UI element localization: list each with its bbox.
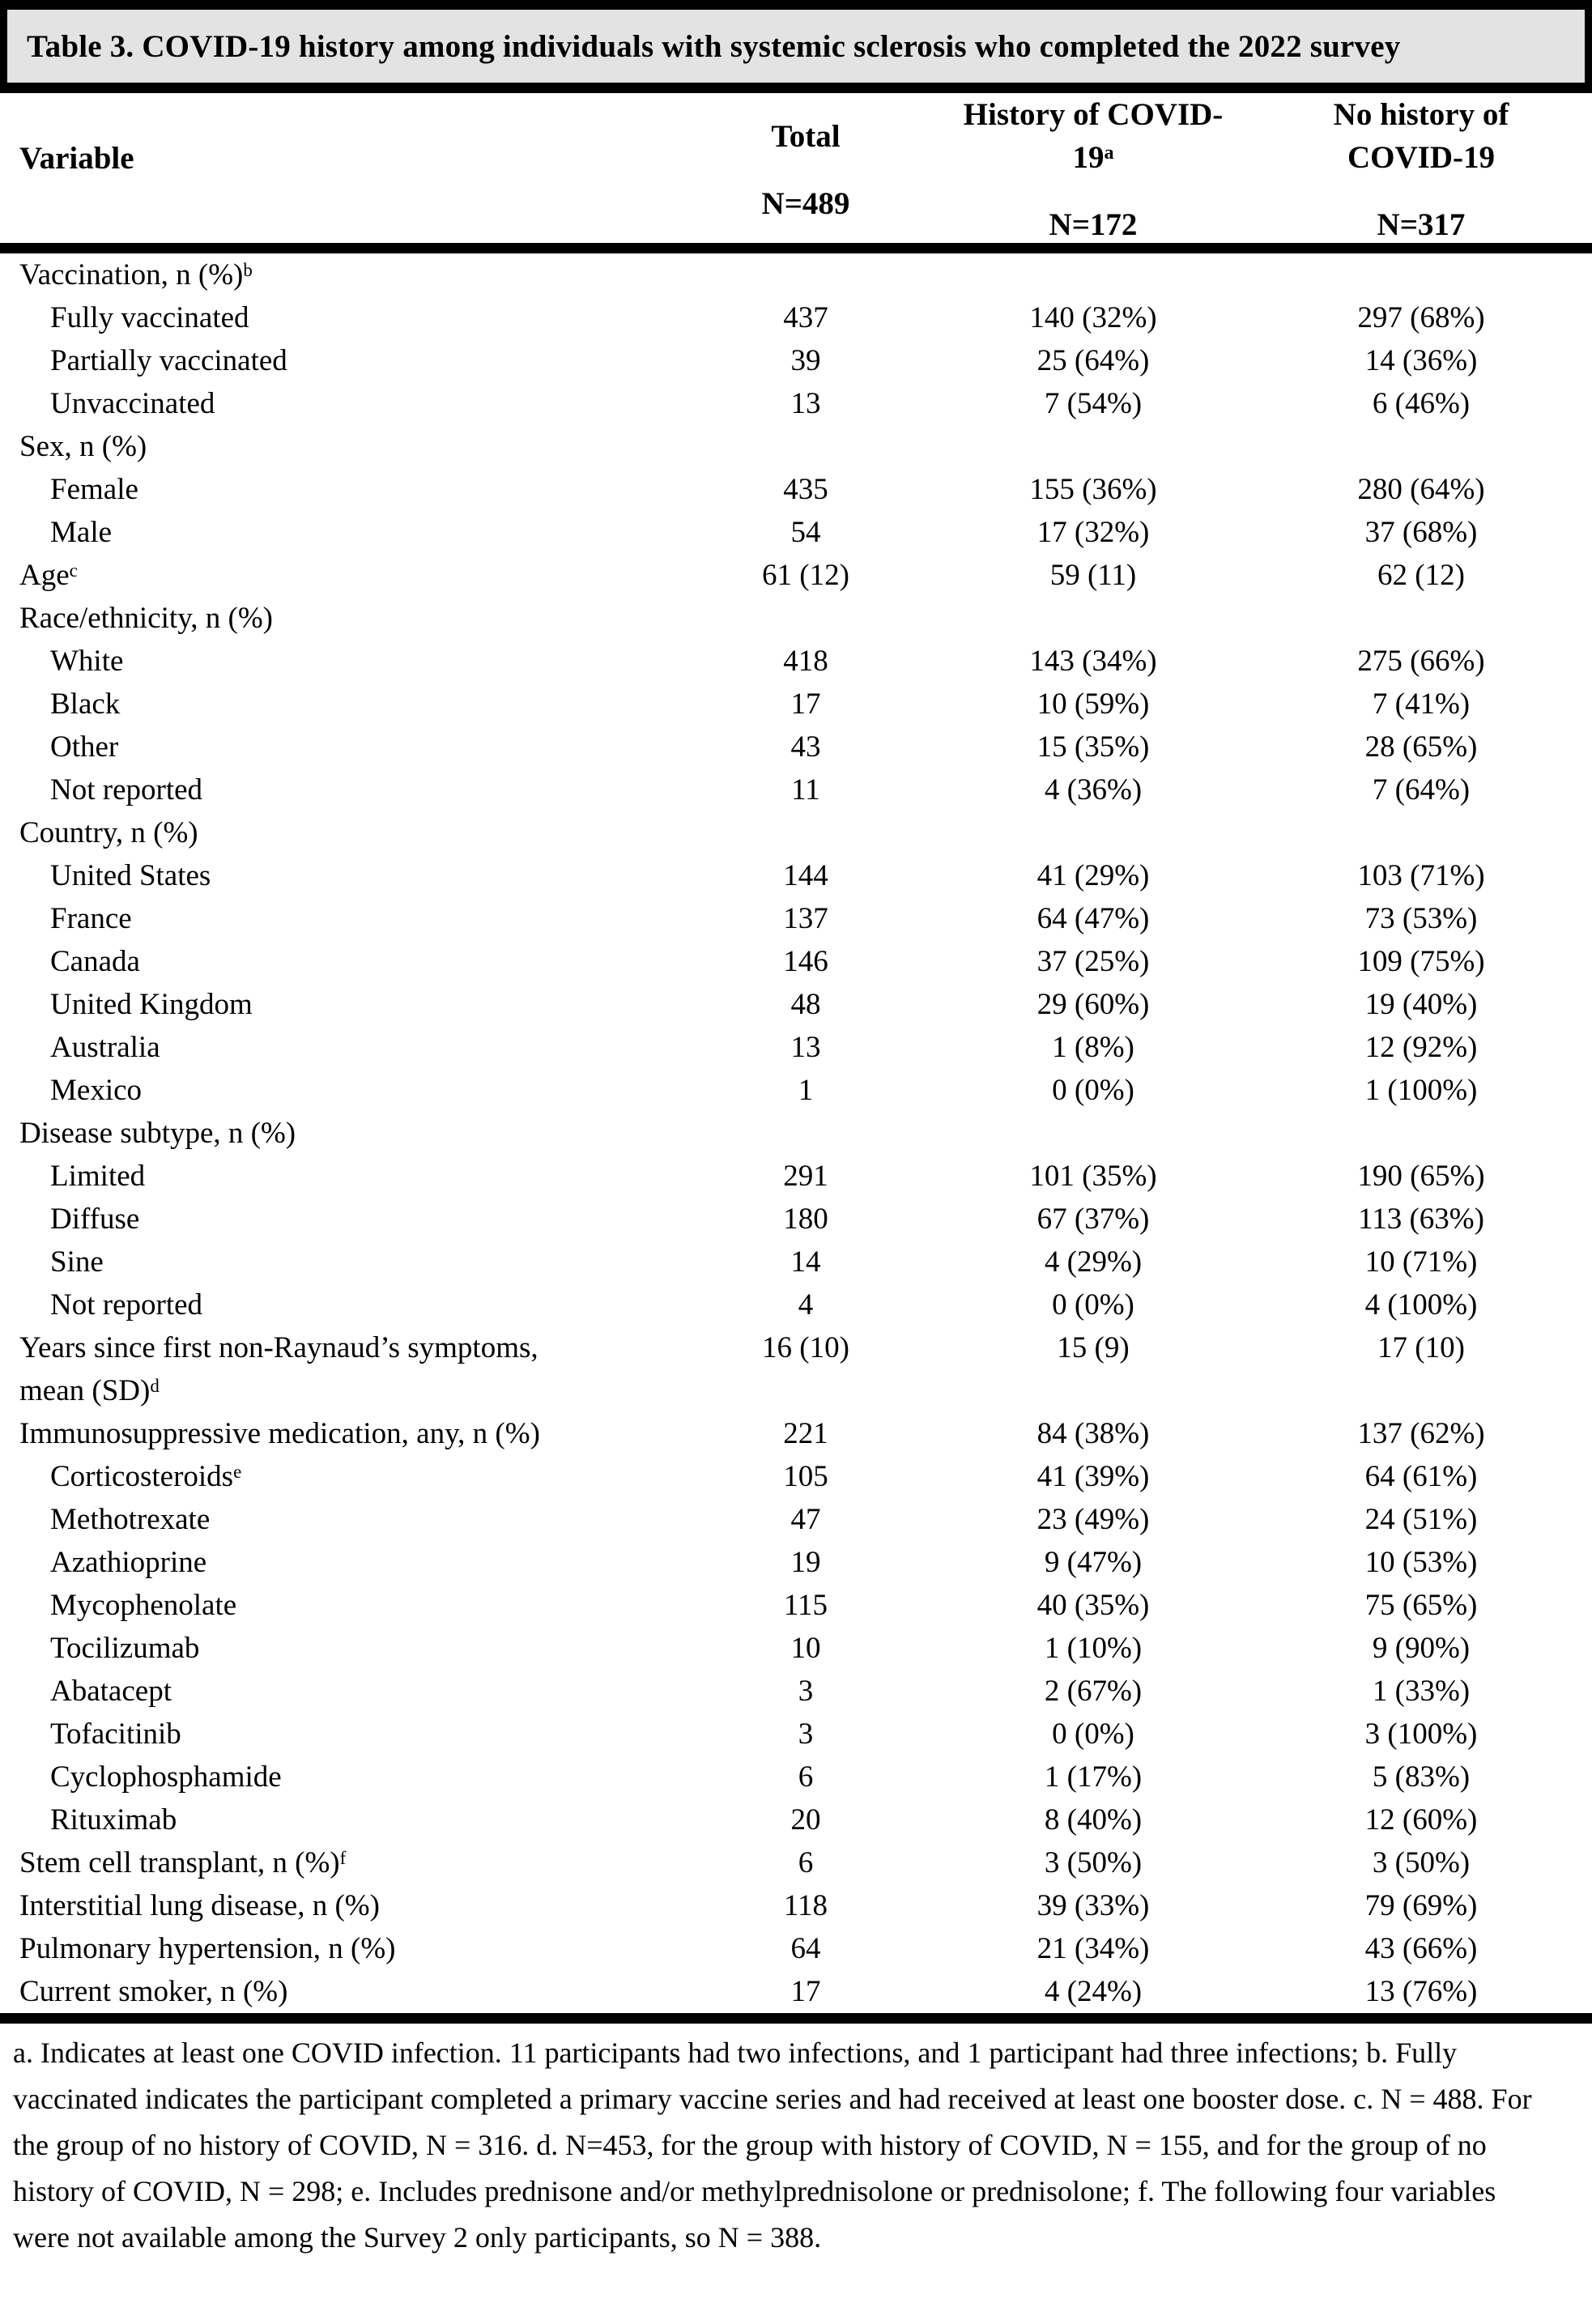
table-row xyxy=(0,1756,1592,1798)
row-value-no-history: 12 (60%) xyxy=(1364,1803,1478,1837)
row-value-history: 17 (32%) xyxy=(1037,516,1150,549)
row-label: France xyxy=(50,902,132,935)
table-row xyxy=(0,897,1592,940)
row-label: Australia xyxy=(50,1031,160,1064)
row-label: Tocilizumab xyxy=(50,1632,200,1665)
row-value-history: 21 (34%) xyxy=(1037,1932,1150,1965)
column-header-variable-label: Variable xyxy=(19,141,134,176)
table-row xyxy=(0,1283,1592,1326)
row-value-total: 61 (12) xyxy=(762,559,849,592)
row-label: Stem cell transplant, n (%)$^f$ xyxy=(19,1846,347,1879)
table-row xyxy=(0,1498,1592,1541)
table-row xyxy=(0,1670,1592,1713)
row-value-total: 54 xyxy=(790,516,821,549)
table-row xyxy=(0,768,1592,811)
row-value-no-history: 3 (50%) xyxy=(1372,1846,1471,1879)
row-value-no-history: 5 (83%) xyxy=(1372,1760,1471,1794)
row-value-no-history: 73 (53%) xyxy=(1364,902,1478,935)
table-row xyxy=(0,468,1592,511)
row-value-history: 15 (9) xyxy=(1057,1331,1130,1364)
table-row xyxy=(0,1455,1592,1498)
row-label: Black xyxy=(50,687,121,721)
row-value-no-history: 37 (68%) xyxy=(1364,516,1478,549)
row-value-no-history: 109 (75%) xyxy=(1357,945,1485,978)
row-value-no-history: 3 (100%) xyxy=(1364,1717,1478,1751)
row-label: Country, n (%) xyxy=(19,816,198,849)
row-value-no-history: 43 (66%) xyxy=(1364,1932,1478,1965)
row-label: Abatacept xyxy=(50,1675,172,1708)
row-value-history: 64 (47%) xyxy=(1037,902,1150,935)
table-row xyxy=(0,1541,1592,1584)
row-value-total: 13 xyxy=(790,1031,821,1064)
table-row xyxy=(0,1627,1592,1670)
row-value-history: 4 (29%) xyxy=(1044,1245,1143,1279)
row-label: Fully vaccinated xyxy=(50,301,249,334)
row-value-total: 137 xyxy=(783,902,828,935)
row-value-total: 48 xyxy=(790,988,821,1021)
row-value-total: 64 xyxy=(790,1932,821,1965)
row-value-total: 39 xyxy=(790,344,821,377)
table-header-row xyxy=(0,93,1592,243)
row-label: United Kingdom xyxy=(50,988,253,1021)
footnote-marker-c: c xyxy=(69,560,78,581)
row-value-total: 19 xyxy=(790,1546,821,1579)
row-value-history: 1 (17%) xyxy=(1044,1760,1143,1794)
row-value-no-history: 64 (61%) xyxy=(1364,1460,1478,1493)
row-label: Mexico xyxy=(50,1074,143,1107)
table-row xyxy=(0,597,1592,640)
row-value-total: 180 xyxy=(783,1202,828,1236)
row-value-total: 17 xyxy=(790,687,821,721)
footnote-marker-a: a xyxy=(1104,142,1114,164)
row-value-no-history: 137 (62%) xyxy=(1357,1417,1485,1450)
row-value-history: 84 (38%) xyxy=(1037,1417,1150,1450)
row-value-total: 14 xyxy=(790,1245,821,1279)
row-value-total: 437 xyxy=(783,301,828,334)
row-value-history: 143 (34%) xyxy=(1029,645,1157,678)
row-value-history: 0 (0%) xyxy=(1052,1288,1134,1322)
table-row xyxy=(0,811,1592,854)
row-value-no-history: 75 (65%) xyxy=(1364,1589,1478,1622)
row-value-no-history: 79 (69%) xyxy=(1364,1889,1478,1922)
row-label: Vaccination, n (%)$^b$ xyxy=(19,258,253,292)
row-value-total: 3 xyxy=(798,1717,814,1751)
row-label: Not reported xyxy=(50,1288,203,1322)
table-row xyxy=(0,425,1592,468)
row-value-history: 7 (54%) xyxy=(1044,387,1143,420)
row-value-history: 2 (67%) xyxy=(1044,1675,1143,1708)
row-value-history: 10 (59%) xyxy=(1037,687,1150,721)
row-label: Cyclophosphamide xyxy=(50,1760,282,1794)
column-header-no-history-line1: No history of xyxy=(1333,97,1509,132)
row-value-history: 0 (0%) xyxy=(1052,1074,1134,1107)
column-header-total-label: Total xyxy=(771,118,841,154)
row-label: Sex, n (%) xyxy=(19,430,147,463)
table-row xyxy=(0,382,1592,425)
table-row xyxy=(0,854,1592,897)
column-header-history-line1: History of COVID- xyxy=(963,97,1224,132)
row-label: Canada xyxy=(50,945,140,978)
row-label: Not reported xyxy=(50,773,203,807)
row-value-no-history: 6 (46%) xyxy=(1372,387,1471,420)
table-row xyxy=(0,1026,1592,1069)
row-value-history: 59 (11) xyxy=(1049,559,1137,592)
row-label: Tofacitinib xyxy=(50,1717,181,1751)
row-value-history: 9 (47%) xyxy=(1044,1546,1143,1579)
table-row xyxy=(0,1927,1592,1970)
row-label: White xyxy=(50,645,124,678)
row-value-history: 1 (8%) xyxy=(1052,1031,1134,1064)
row-value-no-history: 297 (68%) xyxy=(1357,301,1485,334)
table-row xyxy=(0,1884,1592,1927)
table-title: Table 3. COVID-19 history among individuals with systemic sclerosis who completed the 2022 survey xyxy=(27,28,1401,64)
row-value-history: 25 (64%) xyxy=(1037,344,1150,377)
column-header-history-line2: 19$^a$ xyxy=(1072,140,1114,175)
row-label: Mycophenolate xyxy=(50,1589,237,1622)
row-label: Limited xyxy=(50,1160,146,1193)
table-row xyxy=(0,1326,1592,1412)
row-label: Unvaccinated xyxy=(50,387,215,420)
row-value-total: 1 xyxy=(798,1074,814,1107)
row-label: Female xyxy=(50,473,138,506)
row-value-total: 43 xyxy=(790,730,821,764)
row-value-history: 40 (35%) xyxy=(1037,1589,1150,1622)
row-value-no-history: 280 (64%) xyxy=(1357,473,1485,506)
row-value-total: 17 xyxy=(790,1975,821,2008)
table-row xyxy=(0,683,1592,726)
row-value-total: 146 xyxy=(783,945,828,978)
table-title-bar xyxy=(0,10,1592,83)
table-body xyxy=(0,253,1592,2013)
row-label: Sine xyxy=(50,1245,104,1279)
row-value-no-history: 14 (36%) xyxy=(1364,344,1478,377)
footnote-marker-f: f xyxy=(339,1847,347,1868)
column-header-history xyxy=(903,93,1283,246)
row-label: Azathioprine xyxy=(50,1546,207,1579)
table-row xyxy=(0,1155,1592,1198)
row-value-history: 3 (50%) xyxy=(1044,1846,1143,1879)
table-row xyxy=(0,640,1592,683)
row-value-history: 0 (0%) xyxy=(1052,1717,1134,1751)
row-label: Immunosuppressive medication, any, n (%) xyxy=(19,1417,540,1450)
row-value-no-history: 24 (51%) xyxy=(1364,1503,1478,1536)
row-value-total: 3 xyxy=(798,1675,814,1708)
row-value-no-history: 28 (65%) xyxy=(1364,730,1478,764)
table-row xyxy=(0,940,1592,983)
footnote-marker-e: e xyxy=(233,1461,242,1482)
row-value-history: 37 (25%) xyxy=(1037,945,1150,978)
row-value-total: 6 xyxy=(798,1760,814,1794)
row-label: Corticosteroids$^e$ xyxy=(50,1460,242,1493)
row-value-history: 41 (39%) xyxy=(1037,1460,1150,1493)
row-value-no-history: 7 (64%) xyxy=(1372,773,1471,807)
row-value-total: 115 xyxy=(783,1589,828,1622)
table-row xyxy=(0,1241,1592,1283)
row-value-total: 20 xyxy=(790,1803,821,1837)
table-bottom-rule xyxy=(0,2013,1592,2024)
row-label: Methotrexate xyxy=(50,1503,211,1536)
column-header-variable xyxy=(0,82,709,235)
column-header-total xyxy=(709,93,903,246)
row-value-history: 101 (35%) xyxy=(1029,1160,1157,1193)
row-value-history: 39 (33%) xyxy=(1037,1889,1150,1922)
row-value-no-history: 17 (10) xyxy=(1377,1331,1465,1364)
column-header-no-history-line2: COVID-19 xyxy=(1347,140,1495,175)
table-row xyxy=(0,1584,1592,1627)
row-label: Race/ethnicity, n (%) xyxy=(19,602,274,635)
row-value-history: 1 (10%) xyxy=(1044,1632,1143,1665)
row-value-no-history: 7 (41%) xyxy=(1372,687,1471,721)
row-value-history: 41 (29%) xyxy=(1037,859,1150,892)
row-value-no-history: 9 (90%) xyxy=(1372,1632,1471,1665)
row-value-no-history: 190 (65%) xyxy=(1357,1160,1485,1193)
table-row xyxy=(0,1841,1592,1884)
row-value-no-history: 113 (63%) xyxy=(1358,1202,1484,1236)
row-value-total: 10 xyxy=(790,1632,821,1665)
row-value-history: 4 (24%) xyxy=(1044,1975,1143,2008)
row-value-no-history: 10 (53%) xyxy=(1364,1546,1478,1579)
table-row xyxy=(0,1798,1592,1841)
table-row xyxy=(0,983,1592,1026)
table-row xyxy=(0,726,1592,768)
column-header-no-history-n: N=317 xyxy=(1377,207,1466,242)
row-value-history: 140 (32%) xyxy=(1029,301,1157,334)
row-value-no-history: 62 (12) xyxy=(1377,559,1465,592)
row-value-no-history: 13 (76%) xyxy=(1364,1975,1478,2008)
table-row xyxy=(0,296,1592,339)
row-value-total: 105 xyxy=(783,1460,828,1493)
row-label: Rituximab xyxy=(50,1803,177,1837)
row-value-total: 221 xyxy=(783,1417,828,1450)
row-value-total: 16 (10) xyxy=(762,1331,849,1364)
row-value-no-history: 1 (100%) xyxy=(1364,1074,1478,1107)
row-label: Diffuse xyxy=(50,1202,140,1236)
row-value-total: 435 xyxy=(783,473,828,506)
row-value-history: 15 (35%) xyxy=(1037,730,1150,764)
row-value-total: 118 xyxy=(783,1889,828,1922)
table-row xyxy=(0,253,1592,296)
row-value-total: 291 xyxy=(783,1160,828,1193)
footnote-marker-d: d xyxy=(150,1375,160,1396)
table-row xyxy=(0,511,1592,554)
row-label: Male xyxy=(50,516,113,549)
column-header-total-n: N=489 xyxy=(761,185,850,221)
row-label: Current smoker, n (%) xyxy=(19,1975,288,2008)
row-value-no-history: 275 (66%) xyxy=(1357,645,1485,678)
footnote-text: a. Indicates at least one COVID infection. 11 participants had two infections, and 1 participant had three infections; b. Fully vaccinated indicates the participant completed a primary vaccine series and had received at least one booster dose. c. N = 488. For the group of no history of COVID, N = 316. d. N=453, for the group with history of COVID, N = 155, and for the group of no history of COVID, N = 298; e. Includes prednisone and/or methylprednisolone or prednisolone; f. The following four variables were not available among the Survey 2 only participants, so N = 388. xyxy=(13,2037,1532,2254)
row-value-no-history: 103 (71%) xyxy=(1357,859,1485,892)
table-row xyxy=(0,1970,1592,2013)
row-label: Years since first non-Raynaud’s symptoms, mean (SD)$^d$ xyxy=(19,1331,538,1407)
row-value-total: 4 xyxy=(798,1288,814,1322)
row-value-no-history: 19 (40%) xyxy=(1364,988,1478,1021)
column-header-no-history xyxy=(1283,93,1559,246)
row-value-history: 29 (60%) xyxy=(1037,988,1150,1021)
row-value-history: 67 (37%) xyxy=(1037,1202,1150,1236)
table-row xyxy=(0,1198,1592,1241)
table-row xyxy=(0,1713,1592,1756)
row-value-no-history: 1 (33%) xyxy=(1372,1675,1471,1708)
row-label: Other xyxy=(50,730,119,764)
row-value-total: 13 xyxy=(790,387,821,420)
table-row xyxy=(0,1069,1592,1112)
footnote-marker-b: b xyxy=(243,259,253,280)
row-value-no-history: 10 (71%) xyxy=(1364,1245,1478,1279)
row-value-total: 47 xyxy=(790,1503,821,1536)
row-label: Interstitial lung disease, n (%) xyxy=(19,1889,380,1922)
row-value-history: 23 (49%) xyxy=(1037,1503,1150,1536)
table-row xyxy=(0,339,1592,382)
row-label: United States xyxy=(50,859,211,892)
row-label: Partially vaccinated xyxy=(50,344,287,377)
row-value-no-history: 12 (92%) xyxy=(1364,1031,1478,1064)
row-value-history: 4 (36%) xyxy=(1044,773,1143,807)
row-value-history: 8 (40%) xyxy=(1044,1803,1143,1837)
row-value-no-history: 4 (100%) xyxy=(1364,1288,1478,1322)
row-value-history: 155 (36%) xyxy=(1029,473,1157,506)
row-value-total: 144 xyxy=(783,859,828,892)
row-value-total: 418 xyxy=(783,645,828,678)
table-row xyxy=(0,554,1592,597)
column-header-history-n: N=172 xyxy=(1049,207,1138,242)
row-value-total: 11 xyxy=(791,773,820,807)
table-top-border xyxy=(0,0,1592,10)
row-value-total: 6 xyxy=(798,1846,814,1879)
table-row xyxy=(0,1412,1592,1455)
row-label: Disease subtype, n (%) xyxy=(19,1117,296,1150)
row-label: Age$^c$ xyxy=(19,559,78,592)
row-label: Pulmonary hypertension, n (%) xyxy=(19,1932,396,1965)
table-row xyxy=(0,1112,1592,1155)
